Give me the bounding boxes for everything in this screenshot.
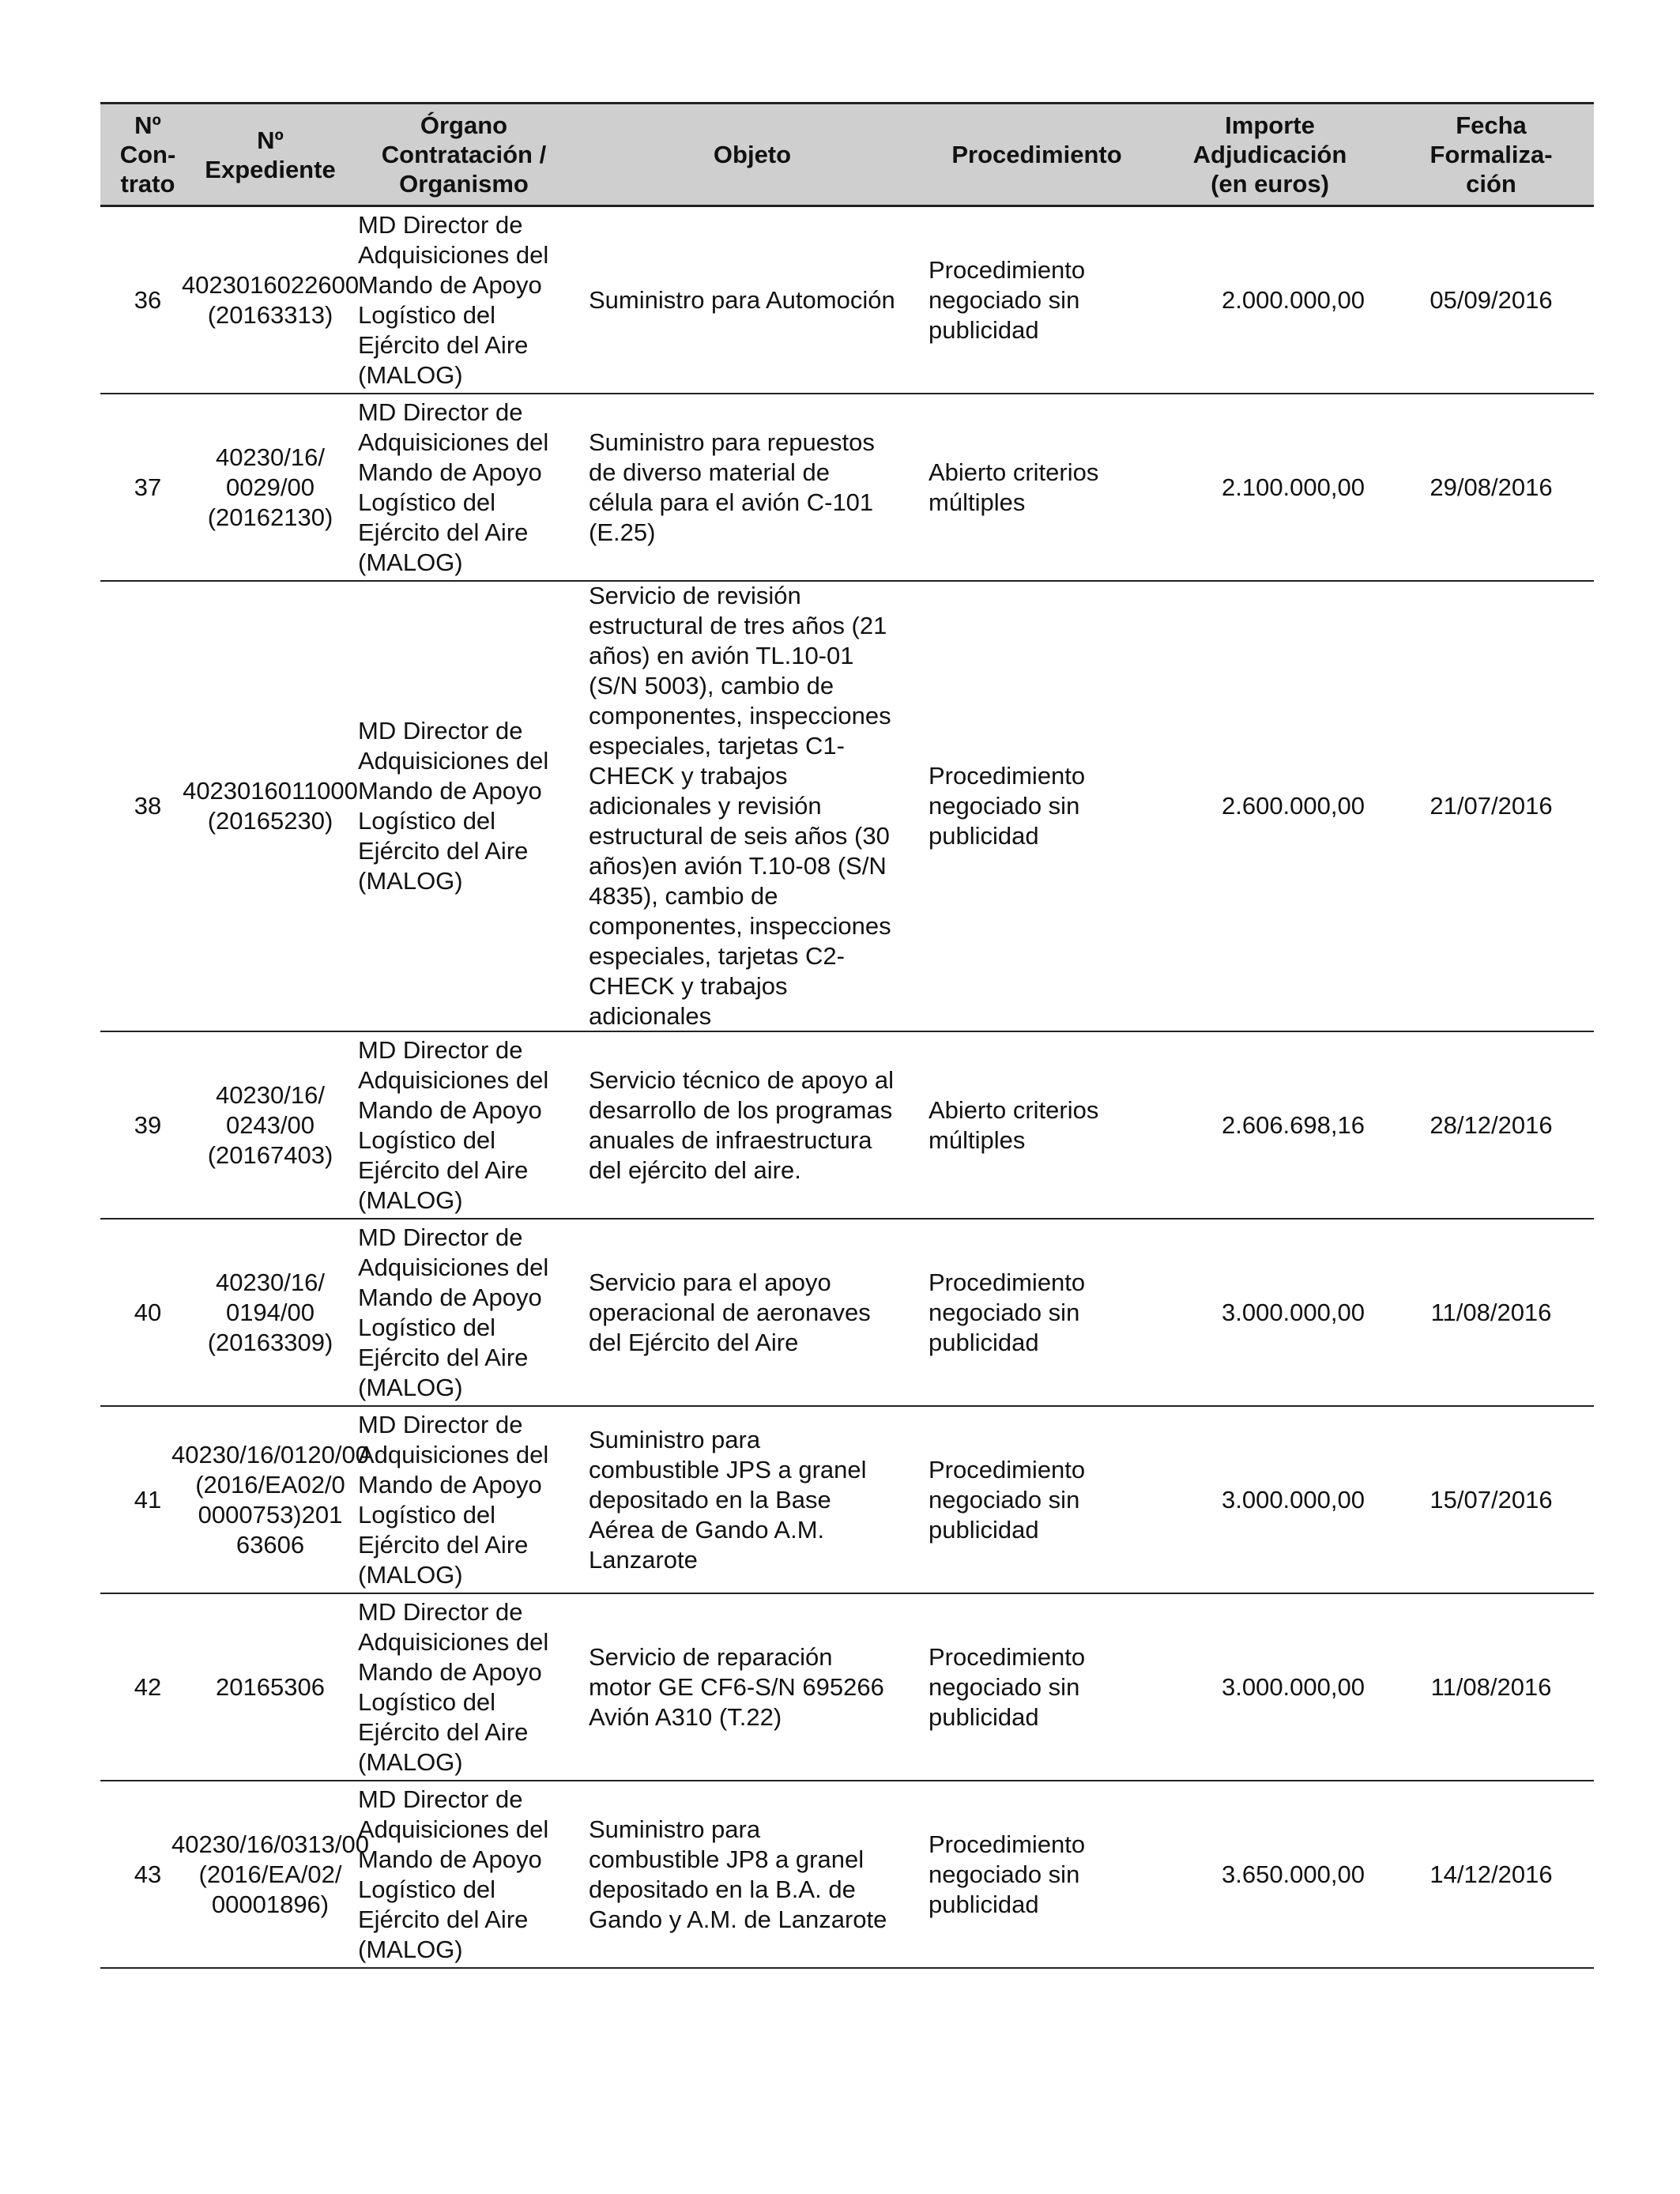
expediente-line: 4023016022600	[181, 270, 360, 299]
cell-procedimiento: Procedimiento negociado sin publicidad	[929, 255, 1086, 344]
cell-expediente	[195, 394, 345, 580]
cell-organo: MD Director de Adquisiciones del Mando de Apoyo Logístico del Ejército del Aire (MALOG)	[358, 1035, 549, 1214]
cell-organo: MD Director de Adquisiciones del Mando de Apoyo Logístico del Ejército del Aire (MALOG)	[358, 717, 549, 895]
cell-procedimiento: Procedimiento negociado sin publicidad	[929, 1642, 1086, 1731]
expediente-line: (20162130)	[207, 503, 333, 531]
expediente-line: 4023016011000	[183, 777, 358, 805]
table-header	[100, 102, 1594, 207]
cell-fecha: 15/07/2016	[1430, 1485, 1553, 1514]
expediente-line: (20165230)	[207, 807, 333, 835]
cell-objeto: Servicio para el apoyo operacional de aeronaves del Ejército del Aire	[589, 1268, 871, 1356]
cell-importe: 2.000.000,00	[1221, 285, 1365, 314]
cell-contrato: 42	[134, 1672, 162, 1701]
contracts-table	[100, 102, 1594, 1969]
cell-importe: 3.650.000,00	[1221, 1860, 1365, 1888]
cell-fecha: 14/12/2016	[1430, 1860, 1553, 1888]
expediente-line: (2016/EA02/0 0000753)201 63606	[195, 1470, 345, 1559]
expediente-line: 40230/16/ 0194/00 (20163309)	[207, 1268, 333, 1356]
cell-objeto: Servicio de revisión estructural de tres años (21 años) en avión TL.10-01 (S/N 5003), cambio de componentes, inspecciones especiales, tarjetas C1- CHECK y trabajos adicionales y revisión estructural de seis años (30 años)en avión T.10-08 (S/N 4835), cambio de componentes, inspecciones especiales, tarjetas C2- CHECK y trabajos adicionales	[589, 582, 891, 1030]
header-importe: Importe Adjudicación (en euros)	[1192, 111, 1347, 198]
expediente-line: 40230/16/0120/00	[171, 1440, 369, 1468]
cell-importe: 3.000.000,00	[1221, 1672, 1365, 1701]
cell-organo: MD Director de Adquisiciones del Mando de Apoyo Logístico del Ejército del Aire (MALOG)	[358, 1785, 549, 1963]
cell-organo: MD Director de Adquisiciones del Mando de Apoyo Logístico del Ejército del Aire (MALOG)	[358, 1597, 549, 1776]
cell-organo: MD Director de Adquisiciones del Mando de Apoyo Logístico del Ejército del Aire (MALOG)	[358, 210, 549, 389]
table-row	[100, 1407, 1594, 1594]
cell-contrato: 39	[134, 1110, 162, 1139]
expediente-line: 20165306	[216, 1672, 325, 1701]
table-row	[100, 582, 1594, 1032]
cell-procedimiento: Procedimiento negociado sin publicidad	[929, 762, 1086, 850]
cell-contrato: 36	[134, 285, 162, 314]
cell-objeto: Suministro para repuestos de diverso material de célula para el avión C-101 (E.25)	[589, 428, 875, 546]
table-row	[100, 1594, 1594, 1781]
cell-objeto: Suministro para combustible JPS a granel depositado en la Base Aérea de Gando A.M. Lanzarote	[589, 1425, 867, 1574]
cell-expediente	[171, 1407, 369, 1593]
header-fecha: Fecha Formaliza- ción	[1430, 111, 1553, 198]
cell-contrato: 38	[134, 792, 162, 820]
cell-importe: 2.606.698,16	[1221, 1110, 1365, 1139]
cell-objeto: Suministro para combustible JP8 a granel depositado en la B.A. de Gando y A.M. de Lanzarote	[589, 1815, 887, 1933]
cell-importe: 2.600.000,00	[1221, 792, 1365, 820]
expediente-line: (2016/EA/02/ 00001896)	[198, 1860, 342, 1918]
cell-fecha: 11/08/2016	[1430, 1298, 1552, 1326]
table-row	[100, 394, 1594, 582]
cell-expediente	[195, 1220, 345, 1405]
cell-contrato: 41	[134, 1485, 162, 1514]
cell-expediente	[181, 207, 360, 393]
cell-expediente	[195, 1032, 345, 1218]
cell-objeto: Suministro para Automoción	[589, 285, 895, 314]
table-row	[100, 1032, 1594, 1220]
cell-fecha: 21/07/2016	[1430, 792, 1553, 820]
cell-expediente	[171, 1781, 369, 1967]
header-procedimiento: Procedimiento	[951, 141, 1122, 168]
cell-organo: MD Director de Adquisiciones del Mando de Apoyo Logístico del Ejército del Aire (MALOG)	[358, 1410, 549, 1589]
cell-fecha: 29/08/2016	[1430, 473, 1553, 501]
cell-contrato: 43	[134, 1860, 162, 1888]
expediente-line: (20167403)	[207, 1140, 333, 1169]
cell-objeto: Servicio de reparación motor GE CF6-S/N 695266 Avión A310 (T.22)	[589, 1642, 884, 1731]
table-row	[100, 1220, 1594, 1407]
header-objeto: Objeto	[713, 141, 792, 168]
cell-procedimiento: Procedimiento negociado sin publicidad	[929, 1455, 1086, 1544]
cell-fecha: 28/12/2016	[1430, 1110, 1553, 1139]
cell-organo: MD Director de Adquisiciones del Mando de Apoyo Logístico del Ejército del Aire (MALOG)	[358, 1223, 549, 1401]
cell-organo: MD Director de Adquisiciones del Mando de Apoyo Logístico del Ejército del Aire (MALOG)	[358, 398, 549, 576]
cell-procedimiento: Abierto criterios múltiples	[929, 1095, 1099, 1154]
cell-procedimiento: Abierto criterios múltiples	[929, 458, 1099, 516]
cell-contrato: 40	[134, 1298, 162, 1326]
header-organo: Órgano Contratación / Organismo	[381, 111, 547, 198]
cell-expediente	[195, 1594, 345, 1780]
expediente-line: 40230/16/ 0243/00	[216, 1080, 325, 1139]
header-contrato: Nº Con- trato	[119, 111, 176, 198]
cell-fecha: 11/08/2016	[1430, 1672, 1552, 1701]
cell-importe: 3.000.000,00	[1221, 1298, 1365, 1326]
table-row	[100, 207, 1594, 394]
expediente-line: 40230/16/ 0029/00	[216, 443, 325, 501]
cell-expediente	[183, 582, 358, 1031]
cell-fecha: 05/09/2016	[1430, 285, 1553, 314]
cell-contrato: 37	[134, 473, 162, 501]
expediente-line: 40230/16/0313/00	[171, 1830, 369, 1858]
cell-procedimiento: Procedimiento negociado sin publicidad	[929, 1830, 1086, 1918]
header-expediente: Nº Expediente	[205, 126, 336, 183]
expediente-line: (20163313)	[207, 300, 333, 329]
cell-objeto: Servicio técnico de apoyo al desarrollo de los programas anuales de infraestructura del ejército del aire.	[589, 1065, 895, 1184]
cell-importe: 2.100.000,00	[1221, 473, 1365, 501]
table-row	[100, 1781, 1594, 1969]
cell-procedimiento: Procedimiento negociado sin publicidad	[929, 1268, 1086, 1356]
cell-importe: 3.000.000,00	[1221, 1485, 1365, 1514]
